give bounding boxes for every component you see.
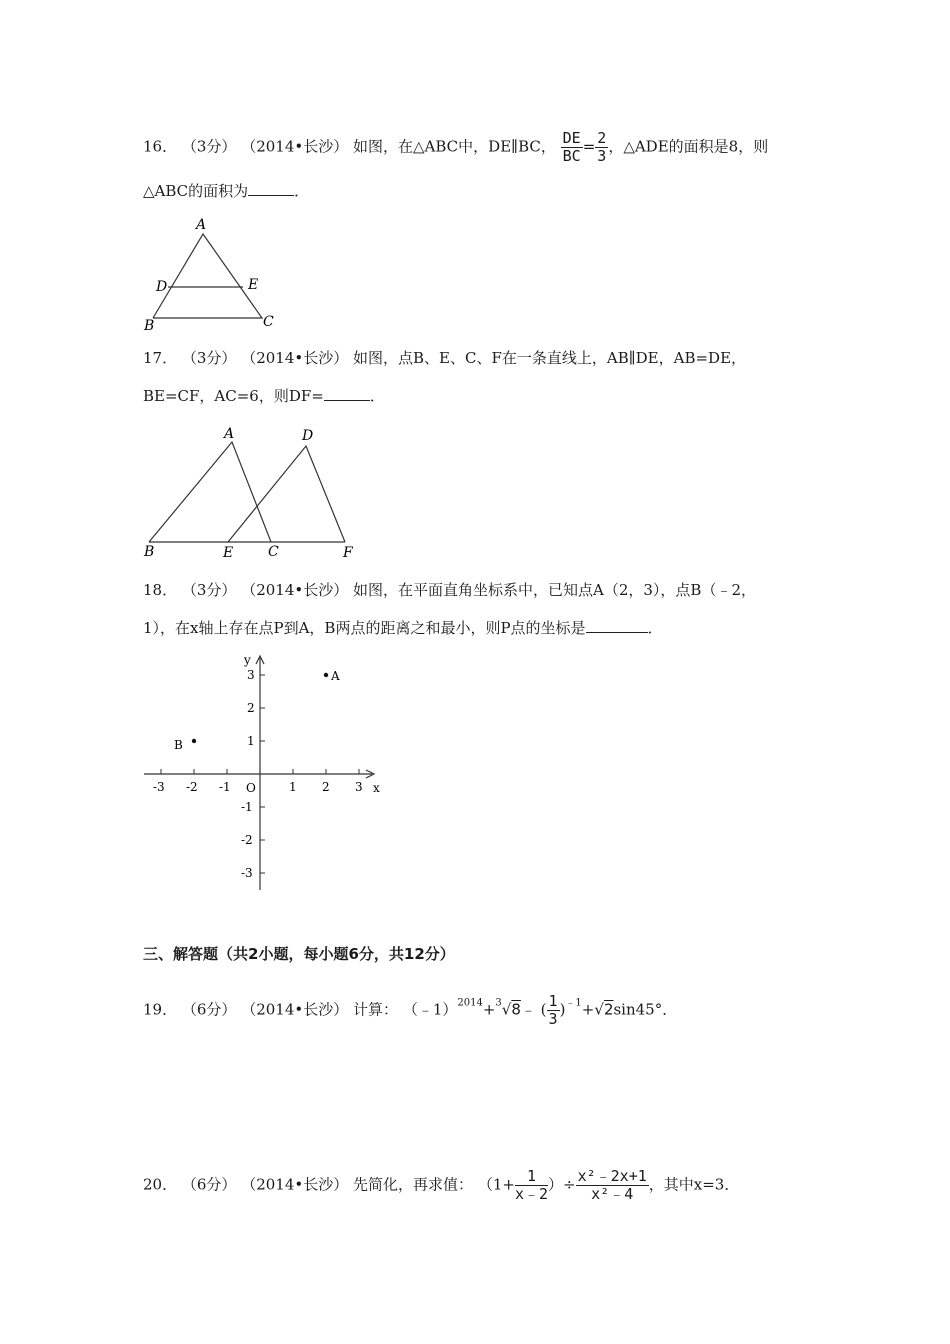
q17-line2 bbox=[143, 386, 385, 406]
q19-source: （2014•长沙） bbox=[241, 1000, 349, 1019]
q20-line bbox=[143, 1168, 739, 1203]
x-tick-label: -3 bbox=[153, 780, 165, 794]
q16-answer-blank[interactable] bbox=[248, 181, 294, 196]
q16-label-d: D bbox=[156, 279, 168, 295]
q17-text-a: 如图，点B、E、C、F在一条直线上，AB∥DE，AB=DE， bbox=[353, 349, 747, 367]
q17-answer-blank[interactable] bbox=[324, 386, 370, 401]
q16-line1 bbox=[143, 130, 768, 165]
q18-line2-text: 1），在x轴上存在点P到A，B两点的距离之和最小，则P点的坐标是 bbox=[143, 619, 586, 637]
q19-exponent-neg-1: ﹣1 bbox=[565, 997, 582, 1009]
q16-number: 16． bbox=[143, 137, 178, 156]
q20-number: 20． bbox=[143, 1175, 178, 1194]
q16-line2-text: △ABC的面积为 bbox=[143, 182, 249, 200]
q19-neg-one: （﹣1） bbox=[402, 1000, 458, 1019]
q18-score: （3分） bbox=[181, 581, 237, 599]
q19-paren-open: ( bbox=[540, 1000, 547, 1019]
x-tick-label: -1 bbox=[219, 780, 231, 794]
y-tick-label: -2 bbox=[241, 833, 253, 847]
q17-triangle-def bbox=[228, 446, 345, 542]
q18-coordinate-plane bbox=[140, 650, 390, 895]
q19-exponent-2014: 2014 bbox=[457, 997, 483, 1009]
q17-source: （2014•长沙） bbox=[241, 349, 349, 367]
q17-label-f: F bbox=[343, 545, 353, 561]
q19-cube-root: √8 bbox=[501, 1000, 521, 1019]
q20-open: （1+ bbox=[477, 1175, 515, 1194]
q16-label-c: C bbox=[263, 314, 274, 330]
q19-number: 19． bbox=[143, 1000, 178, 1019]
y-tick-label: -1 bbox=[241, 800, 253, 814]
q20-fraction-2: $\frac{\text{x²﹣2x+1}}{\text{x²﹣4}}$ bbox=[577, 1167, 647, 1203]
q20-close: ） bbox=[548, 1175, 564, 1194]
q16-label-b: B bbox=[144, 318, 155, 333]
q19-radicand-8: 8 bbox=[511, 1000, 521, 1019]
q19-trig: sin45° bbox=[613, 1000, 663, 1019]
point-b bbox=[192, 739, 196, 743]
y-tick-label: -3 bbox=[241, 866, 253, 880]
q19-radicand-2: 2 bbox=[603, 1000, 614, 1019]
q16-text-a: 如图，在△ABC中，DE∥BC， bbox=[353, 137, 556, 156]
q16-text-b: ，△ADE的面积是8，则 bbox=[608, 137, 769, 156]
x-axis-label: x bbox=[373, 781, 380, 795]
q20-score: （6分） bbox=[181, 1175, 237, 1194]
q16-label-e: E bbox=[248, 277, 259, 293]
q19-plus-1: + bbox=[482, 1000, 496, 1019]
q18-line1 bbox=[143, 580, 756, 600]
q18-source: （2014•长沙） bbox=[241, 581, 349, 599]
q16-source: （2014•长沙） bbox=[241, 137, 349, 156]
point-b-label: B bbox=[174, 738, 183, 752]
q16-end: ． bbox=[294, 182, 310, 200]
q17-label-c: C bbox=[268, 544, 279, 560]
q18-answer-blank[interactable] bbox=[586, 618, 648, 633]
q17-line1 bbox=[143, 348, 746, 368]
q16-equals: = bbox=[582, 137, 596, 156]
q17-label-e: E bbox=[223, 545, 234, 561]
q18-text-a: 如图，在平面直角坐标系中，已知点A（2，3），点B（﹣2， bbox=[353, 581, 757, 599]
x-tick-label: 1 bbox=[289, 780, 297, 794]
q19-plus-2: + bbox=[581, 1000, 595, 1019]
q17-figure bbox=[140, 422, 365, 562]
q17-triangle-abc bbox=[149, 442, 271, 542]
x-tick-label: 2 bbox=[322, 780, 330, 794]
point-a-label: A bbox=[331, 669, 340, 683]
y-axis-label: y bbox=[244, 653, 251, 667]
q20-divide: ÷ bbox=[563, 1175, 576, 1194]
q17-end: ． bbox=[369, 387, 385, 405]
q20-tail: ，其中x=3 bbox=[648, 1175, 725, 1194]
q20-end: ． bbox=[724, 1175, 740, 1194]
y-tick-label: 3 bbox=[247, 668, 255, 682]
q17-number: 17． bbox=[143, 349, 178, 367]
q19-square-root: √2 bbox=[594, 1000, 614, 1019]
q17-label-a: A bbox=[224, 426, 235, 442]
q20-fraction-1: $\frac{1}{x﹣2}$ bbox=[514, 1167, 548, 1203]
q20-source: （2014•长沙） bbox=[241, 1175, 349, 1194]
q17-line2-text: BE=CF，AC=6，则DF= bbox=[143, 387, 324, 405]
q16-label-a: A bbox=[196, 217, 207, 233]
point-a bbox=[324, 673, 328, 677]
q16-score: （3分） bbox=[181, 137, 237, 156]
q19-minus: ﹣ bbox=[520, 1000, 536, 1019]
q17-score: （3分） bbox=[181, 349, 237, 367]
q16-figure bbox=[140, 213, 280, 333]
x-tick-label: 3 bbox=[355, 780, 363, 794]
q16-triangle-abc bbox=[153, 234, 262, 318]
origin-label: O bbox=[246, 781, 256, 795]
q16-fraction-2-3: $\frac{2}{3}$ bbox=[597, 129, 607, 165]
y-tick-label: 1 bbox=[247, 734, 255, 748]
q16-line2 bbox=[143, 181, 309, 201]
q20-text: 先简化，再求值： bbox=[353, 1175, 474, 1194]
q19-score: （6分） bbox=[181, 1000, 237, 1019]
q19-line bbox=[143, 993, 677, 1028]
x-tick-label: -2 bbox=[186, 780, 198, 794]
q19-text: 计算： bbox=[353, 1000, 399, 1019]
y-tick-label: 2 bbox=[247, 701, 255, 715]
q17-label-b: B bbox=[144, 544, 155, 560]
q17-label-d: D bbox=[302, 428, 314, 444]
q19-end: ． bbox=[662, 1000, 678, 1019]
q19-fraction-1-3: $\frac{1}{3}$ bbox=[548, 992, 558, 1028]
q18-line2 bbox=[143, 618, 663, 638]
section-3-heading: 三、解答题（共2小题，每小题6分，共12分） bbox=[143, 945, 455, 963]
q16-fraction-de-bc: $\frac{DE}{BC}$ bbox=[562, 129, 581, 165]
q19-paren-close: ) bbox=[559, 1000, 566, 1019]
q18-end: ． bbox=[647, 619, 663, 637]
q18-number: 18． bbox=[143, 581, 178, 599]
q19-root-index: 3 bbox=[495, 997, 502, 1009]
